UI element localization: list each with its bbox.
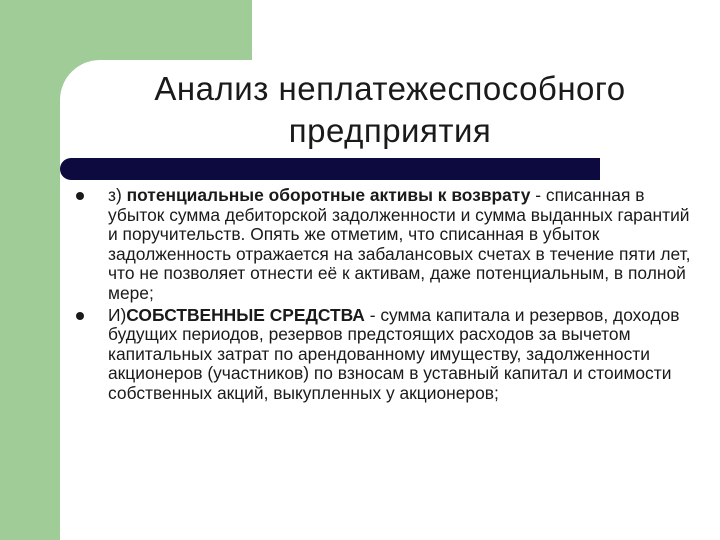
bullet-icon — [76, 192, 84, 200]
decor-green-left-stripe — [0, 0, 60, 540]
item-text: - списанная в убыток сумма дебиторской задолженности и сумма выданных гарантий и поручительств. Опять же отметим, что списанная в убыток задолженность отражается на забалансовых счетах в течение пяти лет, что не позволяет отнести её к активам, даже потенциальным, в полной мере; — [108, 185, 691, 303]
item-text: - сумма капитала и резервов, доходов будущих периодов, резервов предстоящих расходов за вычетом капитальных затрат по арендованному имуществу, задолженности акционеров (участников) по взносам в уставный капитал и стоимости собственных акций, выкупленных у акционеров; — [108, 304, 680, 403]
title-underline-bar — [60, 158, 600, 180]
slide-title — [60, 68, 720, 152]
item-prefix: з) — [108, 185, 127, 205]
bullet-icon — [76, 312, 84, 320]
list-item — [72, 186, 702, 304]
slide-title-line1: Анализ неплатежеспособного — [154, 70, 626, 107]
bullet-list — [72, 186, 702, 406]
item-term: СОБСТВЕННЫЕ СРЕДСТВА — [126, 304, 365, 325]
slide-title-line2: предприятия — [288, 112, 492, 149]
list-item — [72, 306, 702, 404]
item-term: потенциальные оборотные активы к возврату — [126, 185, 531, 205]
item-prefix: И) — [108, 304, 127, 325]
